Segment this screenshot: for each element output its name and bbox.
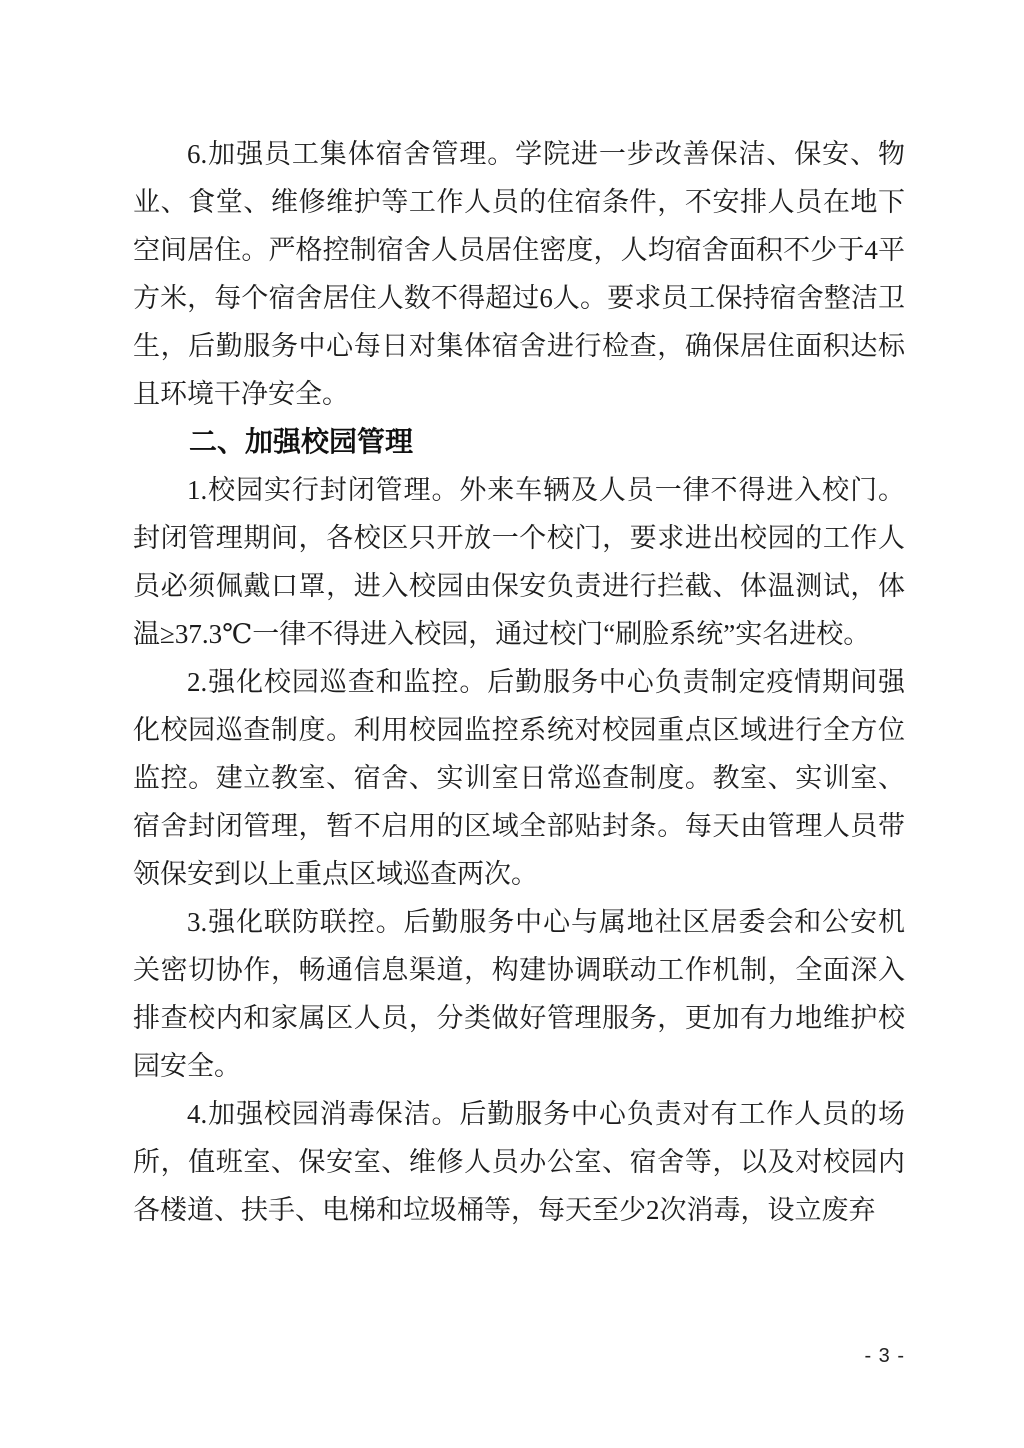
- paragraph-closed-campus: 1.校园实行封闭管理。外来车辆及人员一律不得进入校门。封闭管理期间，各校区只开放一个校门，要求进出校园的工作人员必须佩戴口罩，进入校园由保安负责进行拦截、体温测试，体温≥37.3℃一律不得进入校园，通过校门“刷脸系统”实名进校。: [133, 475, 905, 649]
- paragraph-patrol-monitoring: 2.强化校园巡查和监控。后勤服务中心负责制定疫情期间强化校园巡查制度。利用校园监控系统对校园重点区域进行全方位监控。建立教室、宿舍、实训室日常巡查制度。教室、实训室、宿舍封闭管理，暂不启用的区域全部贴封条。每天由管理人员带领保安到以上重点区域巡查两次。: [133, 667, 905, 889]
- document-body: [133, 130, 905, 1234]
- paragraph-joint-prevention: 3.强化联防联控。后勤服务中心与属地社区居委会和公安机关密切协作，畅通信息渠道，构建协调联动工作机制，全面深入排查校内和家属区人员，分类做好管理服务，更加有力地维护校园安全。: [133, 907, 905, 1081]
- paragraph-disinfection-cleaning: 4.加强校园消毒保洁。后勤服务中心负责对有工作人员的场所，值班室、保安室、维修人员办公室、宿舍等，以及对校园内各楼道、扶手、电梯和垃圾桶等，每天至少2次消毒，设立废弃: [133, 1099, 905, 1225]
- section-heading-campus-management: 二、加强校园管理: [189, 426, 414, 457]
- paragraph-dormitory-management: 6.加强员工集体宿舍管理。学院进一步改善保洁、保安、物业、食堂、维修维护等工作人员的住宿条件，不安排人员在地下空间居住。严格控制宿舍人员居住密度，人均宿舍面积不少于4平方米，每个宿舍居住人数不得超过6人。要求员工保持宿舍整洁卫生，后勤服务中心每日对集体宿舍进行检查，确保居住面积达标且环境干净安全。: [133, 139, 905, 409]
- page-number: - 3 -: [864, 1345, 905, 1367]
